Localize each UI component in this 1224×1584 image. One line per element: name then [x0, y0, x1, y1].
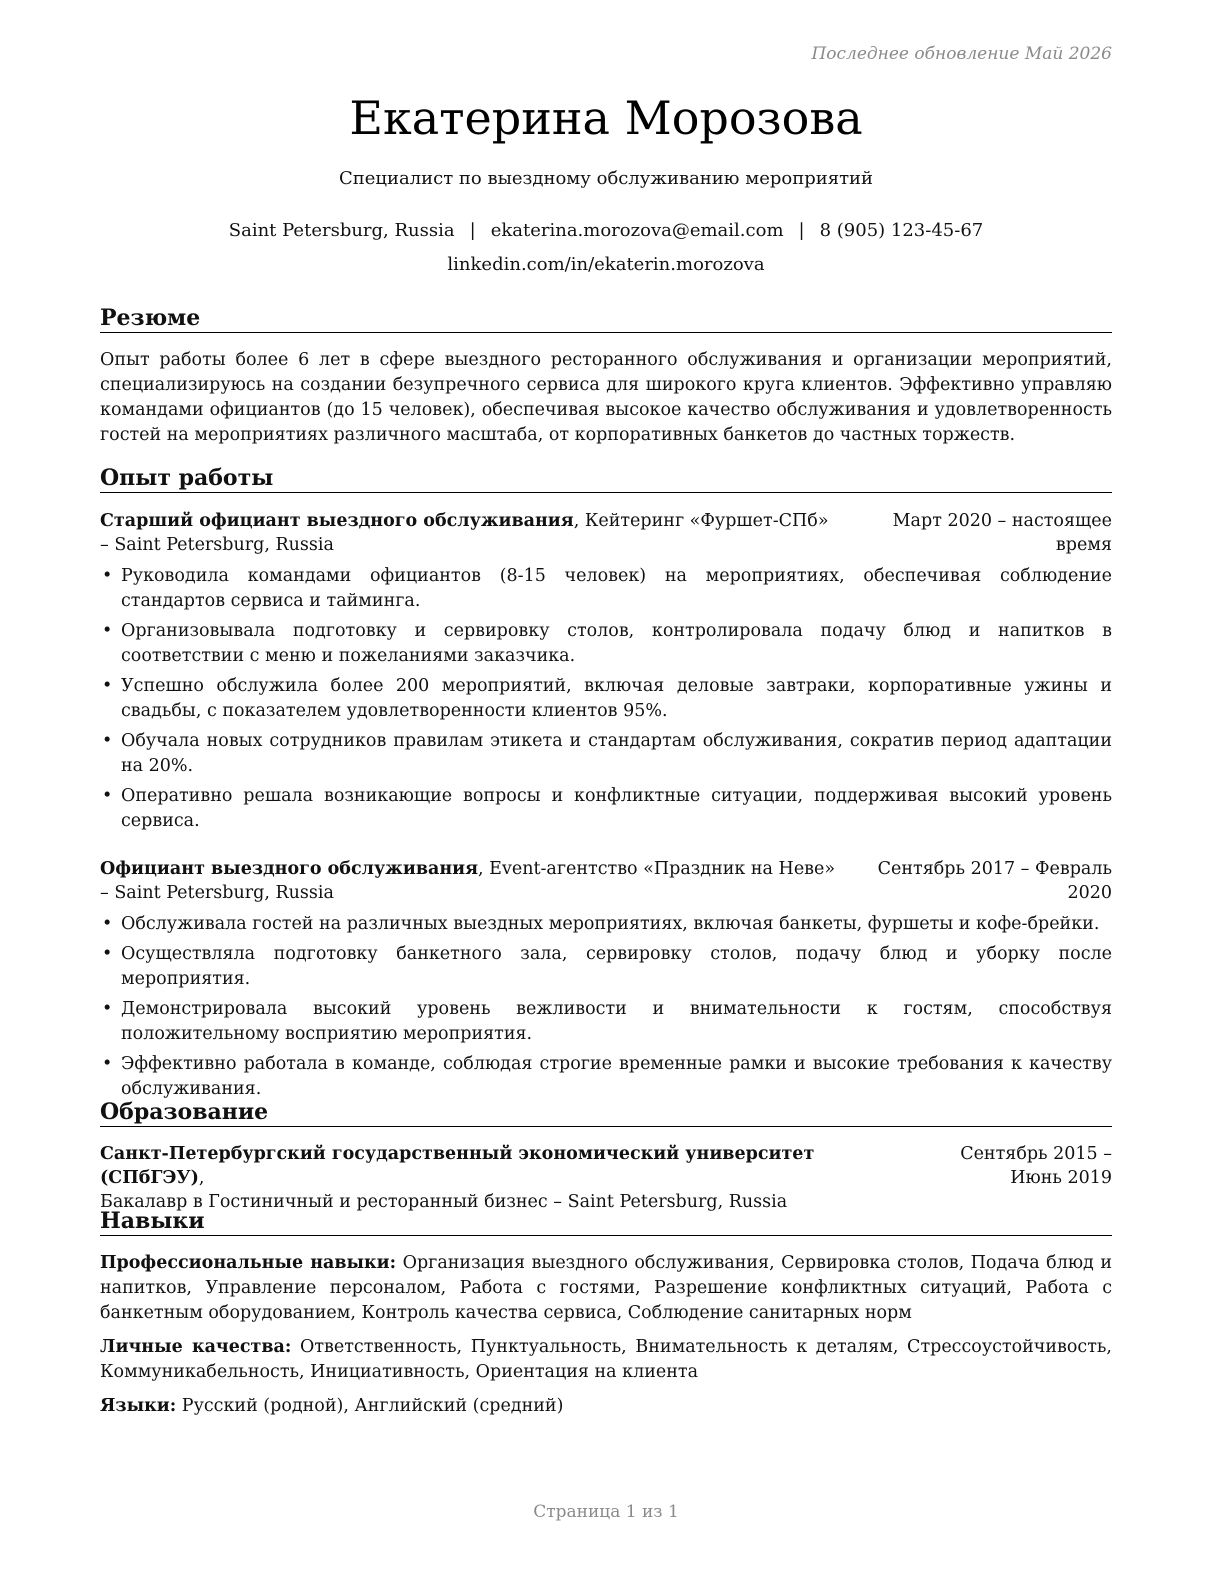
job-header — [100, 857, 1112, 907]
list-item: • Обслуживала гостей на различных выездных мероприятиях, включая банкеты, фуршеты и кофе-брейки. — [100, 912, 1112, 937]
job-position: Старший официант выездного обслуживания — [100, 511, 574, 531]
list-item: • Руководила командами официантов (8-15 человек) на мероприятиях, обеспечивая соблюдение стандартов сервиса и тайминга. — [100, 564, 1112, 614]
education-dates: Сентябрь 2015 – Июнь 2019 — [960, 1144, 1112, 1188]
list-item: • Успешно обслужила более 200 мероприятий, включая деловые завтраки, корпоративные ужины и свадьбы, с показателем удовлетворенности клиентов 95%. — [100, 674, 1112, 724]
candidate-name: Екатерина Морозова — [349, 91, 863, 145]
email-link[interactable]: ekaterina.morozova@email.com — [490, 220, 784, 241]
skills-professional — [100, 1251, 1112, 1326]
job-bullets — [100, 564, 1112, 839]
contact-line — [100, 218, 1112, 244]
job-company: , Кейтеринг «Фуршет-СПб» – Saint Petersburg, Russia — [100, 511, 829, 555]
candidate-subtitle: Специалист по выездному обслуживанию мероприятий — [338, 168, 874, 189]
section-title-education: Образование — [100, 1098, 1112, 1127]
section-title-experience: Опыт работы — [100, 464, 1112, 493]
job-position: Официант выездного обслуживания — [100, 859, 479, 879]
job-dates: Сентябрь 2017 – Февраль 2020 — [877, 859, 1112, 903]
skills-label: Профессиональные навыки: — [100, 1253, 397, 1273]
page-number: Страница 1 из 1 — [533, 1502, 679, 1522]
linkedin-link[interactable]: linkedin.com/in/ekaterin.morozova — [447, 254, 765, 275]
skills-text: Организация выездного обслуживания, Сервировка столов, Подача блюд и напитков, Управление персоналом, Работа с гостями, Разрешение конфликтных ситуаций, Работа с банкетным оборудованием, Контроль качества сервиса, Соблюдение санитарных норм — [100, 1253, 1112, 1323]
job-title-line — [100, 509, 840, 557]
location: Saint Petersburg, Russia — [228, 220, 455, 241]
job-header — [100, 509, 1112, 559]
phone: 8 (905) 123-45-67 — [819, 220, 984, 241]
job-company: , Event-агентство «Праздник на Неве» – Saint Petersburg, Russia — [100, 859, 836, 903]
education-lines — [100, 1142, 900, 1214]
job-bullets — [100, 912, 1112, 1107]
list-item: • Эффективно работала в команде, соблюдая строгие временные рамки и высокие требования к качеству обслуживания. — [100, 1052, 1112, 1102]
list-item: • Демонстрировала высокий уровень вежливости и внимательности к гостям, способствуя положительному восприятию мероприятия. — [100, 997, 1112, 1047]
resume-page — [100, 0, 1112, 1584]
skills-text: Русский (родной), Английский (средний) — [176, 1396, 564, 1416]
education-entry — [100, 1142, 1112, 1212]
contact-separator: | — [798, 220, 805, 241]
job-title-line — [100, 857, 840, 905]
list-item: • Организовывала подготовку и сервировку столов, контролировала подачу блюд и напитков в соответствии с меню и пожеланиями заказчика. — [100, 619, 1112, 669]
skills-languages — [100, 1394, 1112, 1419]
skills-personal — [100, 1335, 1112, 1385]
skills-label: Личные качества: — [100, 1337, 292, 1357]
list-item: • Оперативно решала возникающие вопросы и конфликтные ситуации, поддерживая высокий уровень сервиса. — [100, 784, 1112, 834]
contact-separator: | — [469, 220, 476, 241]
skills-label: Языки: — [100, 1396, 177, 1416]
summary-text: Опыт работы более 6 лет в сфере выездного ресторанного обслуживания и организации мероприятий, специализируюсь на создании безупречного сервиса для широкого круга клиентов. Эффективно управляю командами официантов (до 15 человек), обеспечивая высокое качество обслуживания и удовлетворенность гостей на мероприятиях различного масштаба, от корпоративных банкетов до частных торжеств. — [100, 350, 1112, 445]
skills-text: Ответственность, Пунктуальность, Внимательность к деталям, Стрессоустойчивость, Коммуникабельность, Инициативность, Ориентация на клиента — [100, 1337, 1112, 1382]
education-institution: Санкт-Петербургский государственный экономический университет (СПбГЭУ) — [100, 1144, 815, 1188]
education-degree: Бакалавр в Гостиничный и ресторанный бизнес – Saint Petersburg, Russia — [100, 1192, 788, 1212]
job-dates: Март 2020 – настоящее время — [892, 511, 1112, 555]
list-item: • Обучала новых сотрудников правилам этикета и стандартам обслуживания, сократив период адаптации на 20%. — [100, 729, 1112, 779]
section-title-skills: Навыки — [100, 1207, 1112, 1236]
last-updated: Последнее обновление Май 2026 — [811, 44, 1112, 64]
list-item: • Осуществляла подготовку банкетного зала, сервировку столов, подачу блюд и уборку после мероприятия. — [100, 942, 1112, 992]
section-title-summary: Резюме — [100, 304, 1112, 333]
education-suffix: , — [198, 1168, 205, 1188]
